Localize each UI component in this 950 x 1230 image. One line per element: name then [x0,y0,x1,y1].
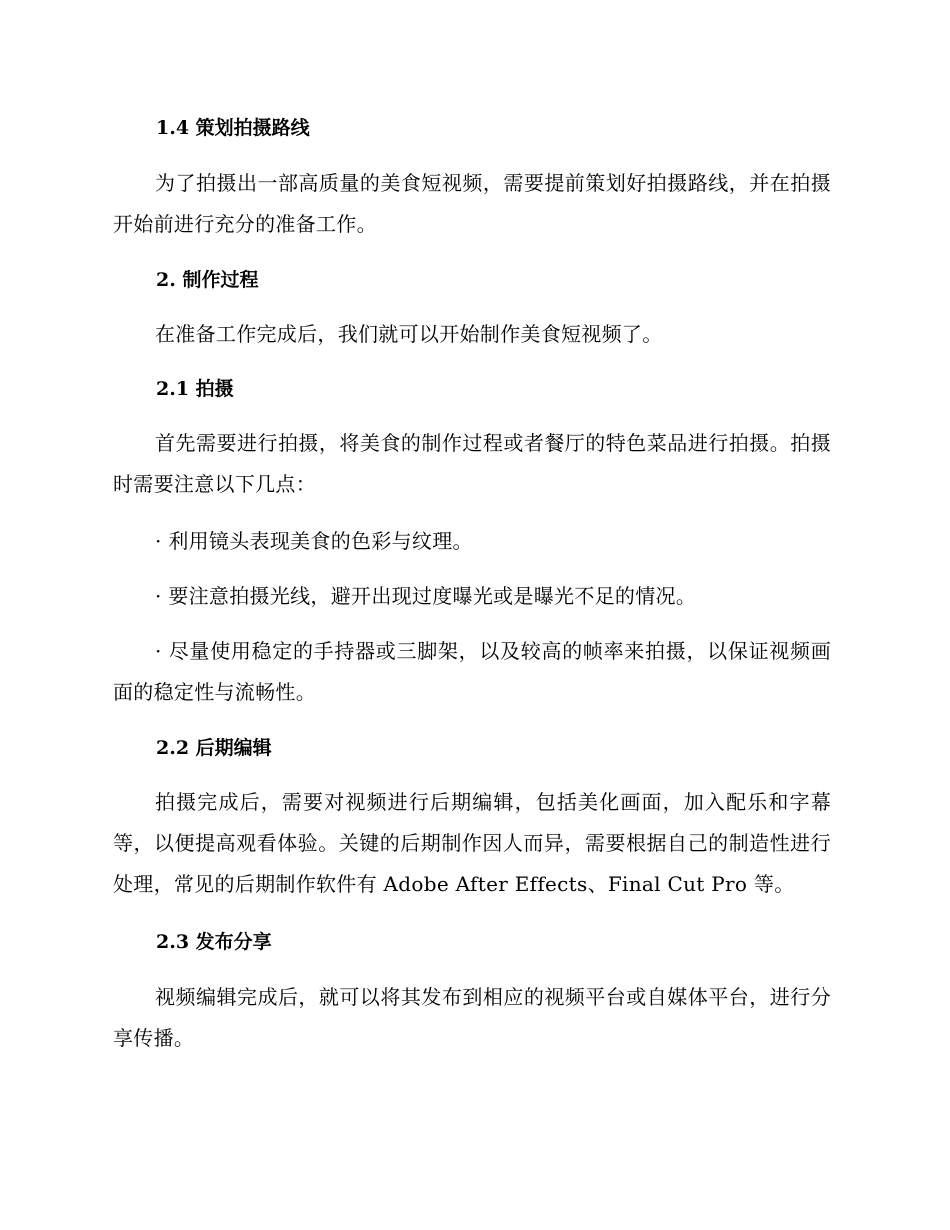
bullet-item: · 尽量使用稳定的手持器或三脚架，以及较高的帧率来拍摄，以保证视频画面的稳定性与流畅性。 [113,639,831,704]
paragraph-2: 在准备工作完成后，我们就可以开始制作美食短视频了。 [155,322,663,346]
bullet-item: · 要注意拍摄光线，避开出现过度曝光或是曝光不足的情况。 [155,584,697,608]
section-heading-2: 2. 制作过程 [156,269,259,291]
paragraph-2-3: 视频编辑完成后，就可以将其发布到相应的视频平台或自媒体平台，进行分享传播。 [113,985,831,1050]
paragraph-2-1: 首先需要进行拍摄，将美食的制作过程或者餐厅的特色菜品进行拍摄。拍摄时需要注意以下几点： [113,431,831,496]
section-heading-2-3: 2.3 发布分享 [156,931,272,953]
section-heading-1-4: 1.4 策划拍摄路线 [156,117,310,139]
paragraph-1-4: 为了拍摄出一部高质量的美食短视频，需要提前策划好拍摄路线，并在拍摄开始前进行充分的准备工作。 [113,171,831,236]
section-heading-2-1: 2.1 拍摄 [156,378,234,400]
section-heading-2-2: 2.2 后期编辑 [156,737,272,759]
paragraph-2-2: 拍摄完成后，需要对视频进行后期编辑，包括美化画面，加入配乐和字幕等，以便提高观看体验。关键的后期制作因人而异，需要根据自己的制造性进行处理，常见的后期制作软件有 Adobe After Effects、Final Cut Pro 等。 [113,790,831,896]
bullet-item: · 利用镜头表现美食的色彩与纹理。 [155,529,473,553]
